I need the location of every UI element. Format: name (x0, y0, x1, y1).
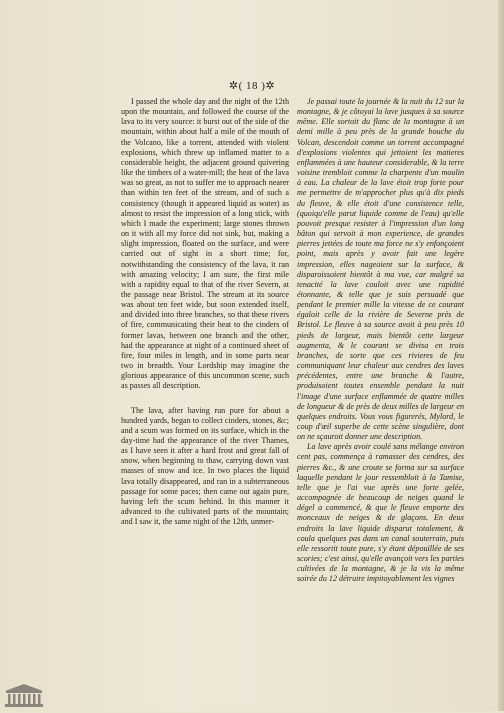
english-paragraph-2: The lava, after having run pure for about a hundred yards, began to collect cinders, stones, &c; and a scum was formed on its surface, which in the day-time had the appearance of the river Thames, as I have seen it after a hard frost and great fall of snow, when beginning to thaw, carrying down vast masses of snow and ice. In two places the liquid lava totally disappeared, and ran in a subterraneous passage for some paces; then came out again pure, having left the scum behind. In this manner it advanced to the cultivated parts of the mountain; and I saw it, the same night of the 12th, unmer- (121, 405, 289, 527)
page-number-header: ✲( 18 )✲ (228, 80, 276, 92)
french-paragraph-2: La lave après avoir coulé sans mélange environ cent pas, commença à ramasser des cendres, des pierres &c., & une croute se forma sur sa surface laquelle pendant le jour ressembloit à la Tamise, telle que je l'ai vue après une forte gelée, accompagnée de beaucoup de neiges quand le dégel a commencé, & que le fleuve emporte des monceaux de neiges & de glaçons. En deux endroits la lave liquide disparut totalement, & coula quelques pas dans un canal souterrain, puis elle ressortit toute pure, s'y étant dépouillée de ses scories; c'est ainsi, qu'elle avançoit vers les parties cultivées de la montagne, & je la vis la même soirée du 12 détruire impitoyablement les vignes (297, 442, 464, 584)
english-column (121, 97, 289, 527)
page-gutter (498, 0, 504, 711)
library-building-icon (3, 682, 45, 708)
french-column (297, 97, 464, 585)
french-paragraph-1: Je passai toute la journée & la nuit du 12 sur la montagne, & je côtoyai la lave jusques à sa source même. Elle sortoit du flanc de la montagne à un demi mille à peu près de la grande bouche du Volcan, descendoit comme un torrent accompagné d'explosions violentes qui jettoient les matieres enflammées à une hauteur considerable, & la terre voisine trembloit comme la charpente d'un moulin à eau. La chaleur de la lave étoit trop forte pour me permettre de m'approcher plus qu'à dix pieds du fleuve, & elle étoit d'une consistence telle, (quoiqu'elle parut liquide comme de l'eau) qu'elle pouvoit presque resister à l'impression d'un long bâton qui servoit à mon experience, de grandes pierres jettées de toute ma force ne s'y enfonçoient point, mais après y avoir fait une legère impression, elles nageoient sur la surface, & disparoissoient bientôt à ma vue, car malgré sa tenacité la lave couloit avec une rapidité étonnante, & telle que je suis persuadé que pendant le premier mille la vitesse de ce courant égaloit celle de la rivière de Severne près de Bristol. Le fleuve à sa source avoit à peu près 10 pieds de largeur, mais bientôt cette largeur augmenta, & le courant se divisa en trois branches, de sorte que ces rivieres de feu communiquant leur chaleur aux cendres des laves précédentes, entre une branche & l'autre, produisoient toutes ensemble pendant la nuit l'image d'une surface enflammée de quatre milles de longueur & de près de deux milles de largeur en quelques endroits. Vous vous figurerés, Mylord, le coup d'œil superbe de cette scène singulière, dont on ne sçauroit donner une description. (297, 97, 464, 442)
english-paragraph-1: I passed the whole day and the night of the 12th upon the mountain, and followed the course of the lava to its very source: it burst out of the side of the mountain, within about half a mile of the mouth of the Volcano, like a torrent, attended with violent explosions, which threw up inflamed matter to a considerable height, the adjacent ground quivering like the timbers of a water-mill; the heat of the lava was so great, as not to suffer me to approach nearer than within ten feet of the stream, and of such a consistency (though it appeared liquid as water) as almost to resist the impression of a long stick, with which I made the experiment; large stones thrown on it with all my force did not sink, but, making a slight impression, floated on the surface, and were carried out of sight in a short time; for, notwithstanding the consistency of the lava, it ran with amazing velocity; I am sure, the first mile with a rapidity equal to that of the river Severn, at the passage near Bristol. The stream at its source was about ten feet wide, but soon extended itself, and divided into three branches, so that these rivers of fire, communicating their heat to the cinders of former lavas, between one branch and the other, had the appearance at night of a continued sheet of fire, four miles in length, and in some parts near two in breadth. Your Lordship may imagine the glorious appearance of this uncommon scene, such as passes all description. (121, 97, 289, 391)
